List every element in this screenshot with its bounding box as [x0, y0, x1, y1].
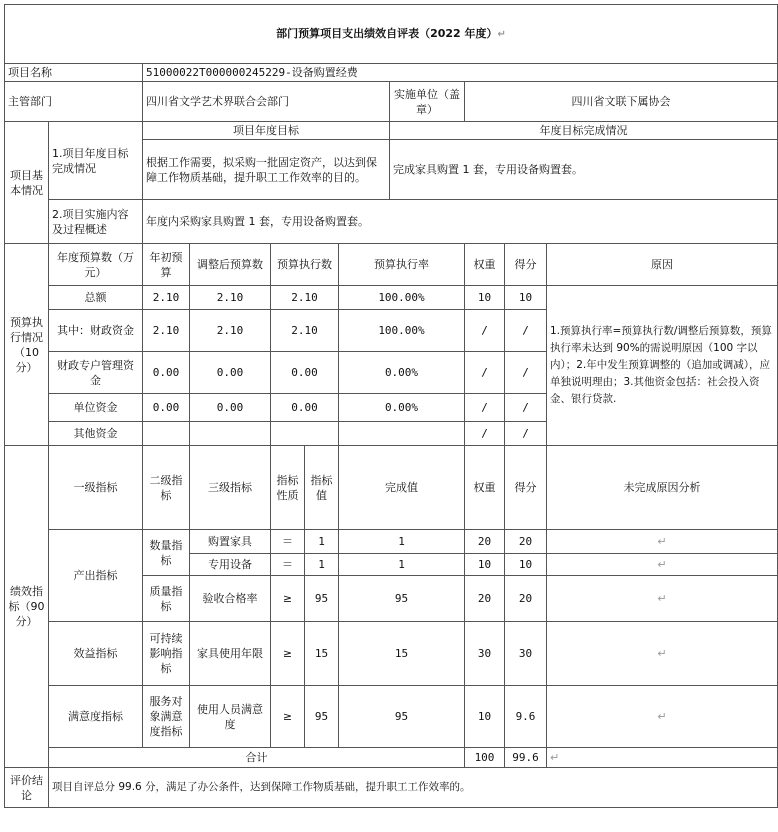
benefit-indicator-label: 效益指标	[49, 622, 143, 686]
unit-label: 实施单位（盖章）	[390, 82, 465, 122]
budget-executed: 2.10	[271, 310, 339, 352]
perf-score: 10	[505, 554, 547, 576]
target-header: 项目年度目标	[143, 122, 390, 140]
perf-analysis-mark: ↵	[547, 576, 778, 622]
basic-section-label: 项目基本情况	[5, 122, 49, 244]
budget-rate: 100.00%	[339, 286, 465, 310]
perf-nature: ≥	[271, 576, 305, 622]
unit-value: 四川省文联下属协会	[465, 82, 778, 122]
budget-executed: 0.00	[271, 394, 339, 422]
perf-analysis-mark: ↵	[547, 530, 778, 554]
perf-score: 20	[505, 530, 547, 554]
evaluation-text: 项目自评总分 99.6 分，满足了办公条件，达到保障工作物质基础，提升职工工作效率的。	[49, 768, 778, 808]
perf-third: 使用人员满意度	[190, 686, 271, 748]
basic-row2-content: 年度内采购家具购置 1 套，专用设备购置套。	[143, 200, 778, 244]
perf-header-actual: 完成值	[339, 446, 465, 530]
perf-actual: 95	[339, 576, 465, 622]
budget-executed: 0.00	[271, 352, 339, 394]
perf-score: 20	[505, 576, 547, 622]
budget-adjusted: 0.00	[190, 394, 271, 422]
budget-row-label: 其中：财政资金	[49, 310, 143, 352]
budget-weight: 10	[465, 286, 505, 310]
perf-actual: 1	[339, 530, 465, 554]
perf-header-nature: 指标性质	[271, 446, 305, 530]
perf-nature: ≥	[271, 686, 305, 748]
output-indicator-label: 产出指标	[49, 530, 143, 622]
total-score: 99.6	[505, 748, 547, 768]
perf-weight: 30	[465, 622, 505, 686]
evaluation-table	[4, 4, 778, 808]
perf-target: 95	[305, 576, 339, 622]
budget-rate: 0.00%	[339, 394, 465, 422]
satisfaction-indicator-label: 满意度指标	[49, 686, 143, 748]
perf-header-score: 得分	[505, 446, 547, 530]
budget-weight: /	[465, 394, 505, 422]
sustain-indicator-label: 可持续影响指标	[143, 622, 190, 686]
service-satisfaction-label: 服务对象满意度指标	[143, 686, 190, 748]
performance-section-label: 绩效指标（90 分）	[5, 446, 49, 768]
perf-actual: 1	[339, 554, 465, 576]
budget-initial: 0.00	[143, 394, 190, 422]
budget-score: /	[505, 422, 547, 446]
perf-target: 1	[305, 554, 339, 576]
perf-third: 专用设备	[190, 554, 271, 576]
perf-weight: 10	[465, 554, 505, 576]
perf-nature: ＝	[271, 530, 305, 554]
perf-header-weight: 权重	[465, 446, 505, 530]
perf-third: 购置家具	[190, 530, 271, 554]
perf-weight: 20	[465, 530, 505, 554]
budget-score: /	[505, 352, 547, 394]
dept-value: 四川省文学艺术界联合会部门	[143, 82, 390, 122]
budget-rate	[339, 422, 465, 446]
budget-header-executed: 预算执行数	[271, 244, 339, 286]
budget-section-label: 预算执行情况（10 分）	[5, 244, 49, 446]
basic-row1-completion: 完成家具购置 1 套，专用设备购置套。	[390, 140, 778, 200]
perf-analysis-mark: ↵	[547, 686, 778, 748]
budget-rate: 0.00%	[339, 352, 465, 394]
budget-executed	[271, 422, 339, 446]
budget-weight: /	[465, 422, 505, 446]
table-row	[5, 286, 778, 310]
project-name-label: 项目名称	[5, 64, 143, 82]
budget-adjusted: 2.10	[190, 286, 271, 310]
total-row	[5, 748, 778, 768]
perf-weight: 10	[465, 686, 505, 748]
budget-score: /	[505, 394, 547, 422]
total-weight: 100	[465, 748, 505, 768]
total-analysis-mark: ↵	[547, 748, 778, 768]
budget-header-initial: 年初预算	[143, 244, 190, 286]
evaluation-label: 评价结论	[5, 768, 49, 808]
budget-header-annual: 年度预算数（万元）	[49, 244, 143, 286]
budget-initial: 2.10	[143, 310, 190, 352]
budget-reason: 1.预算执行率=预算执行数/调整后预算数，预算执行率未达到 90%的需说明原因（100 字以内）；2.年中发生预算调整的（追加或调减），应单独说明理由；3.其他资金包括：社会投入资金、银行贷款.	[547, 286, 778, 446]
budget-weight: /	[465, 310, 505, 352]
budget-header-rate: 预算执行率	[339, 244, 465, 286]
quantity-indicator-label: 数量指标	[143, 530, 190, 576]
budget-executed: 2.10	[271, 286, 339, 310]
budget-row-label: 总额	[49, 286, 143, 310]
basic-row2-label: 2.项目实施内容及过程概述	[49, 200, 143, 244]
perf-score: 9.6	[505, 686, 547, 748]
dept-label: 主管部门	[5, 82, 143, 122]
page-title: 部门预算项目支出绩效自评表（2022 年度）↵	[5, 5, 778, 64]
budget-row-label: 财政专户管理资金	[49, 352, 143, 394]
perf-actual: 95	[339, 686, 465, 748]
table-row	[5, 530, 778, 554]
budget-header-weight: 权重	[465, 244, 505, 286]
perf-nature: ＝	[271, 554, 305, 576]
perf-nature: ≥	[271, 622, 305, 686]
perf-analysis-mark: ↵	[547, 622, 778, 686]
budget-initial	[143, 422, 190, 446]
budget-initial: 0.00	[143, 352, 190, 394]
budget-rate: 100.00%	[339, 310, 465, 352]
total-label: 合计	[49, 748, 465, 768]
budget-header-adjusted: 调整后预算数	[190, 244, 271, 286]
project-name-value: 51000022T000000245229-设备购置经费	[143, 64, 778, 82]
perf-actual: 15	[339, 622, 465, 686]
basic-row1-target: 根据工作需要，拟采购一批固定资产，以达到保障工作物质基础，提升职工工作效率的目的。	[143, 140, 390, 200]
perf-third: 家具使用年限	[190, 622, 271, 686]
table-row	[5, 686, 778, 748]
budget-row-label: 单位资金	[49, 394, 143, 422]
budget-adjusted: 0.00	[190, 352, 271, 394]
basic-row1-label: 1.项目年度目标完成情况	[49, 122, 143, 200]
table-row	[5, 622, 778, 686]
budget-adjusted: 2.10	[190, 310, 271, 352]
quality-indicator-label: 质量指标	[143, 576, 190, 622]
perf-target: 95	[305, 686, 339, 748]
budget-score: 10	[505, 286, 547, 310]
perf-header-analysis: 未完成原因分析	[547, 446, 778, 530]
budget-row-label: 其他资金	[49, 422, 143, 446]
budget-header-reason: 原因	[547, 244, 778, 286]
perf-third: 验收合格率	[190, 576, 271, 622]
perf-header-level2: 二级指标	[143, 446, 190, 530]
perf-target: 15	[305, 622, 339, 686]
perf-header-level3: 三级指标	[190, 446, 271, 530]
completion-header: 年度目标完成情况	[390, 122, 778, 140]
perf-header-target: 指标值	[305, 446, 339, 530]
perf-analysis-mark: ↵	[547, 554, 778, 576]
budget-adjusted	[190, 422, 271, 446]
performance-self-evaluation-sheet	[4, 4, 772, 828]
perf-header-level1: 一级指标	[49, 446, 143, 530]
budget-initial: 2.10	[143, 286, 190, 310]
budget-weight: /	[465, 352, 505, 394]
perf-weight: 20	[465, 576, 505, 622]
perf-score: 30	[505, 622, 547, 686]
budget-score: /	[505, 310, 547, 352]
budget-header-score: 得分	[505, 244, 547, 286]
perf-target: 1	[305, 530, 339, 554]
